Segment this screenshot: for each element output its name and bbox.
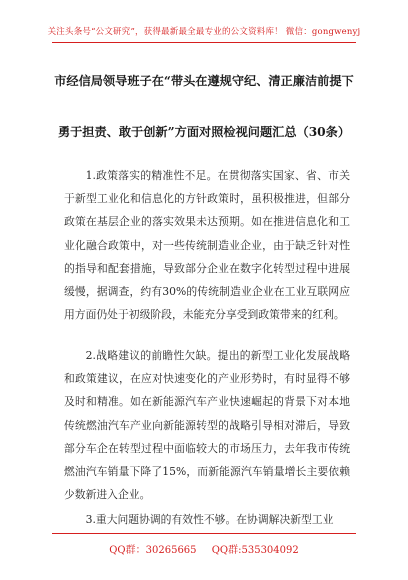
body-paragraph-3 [64,508,350,531]
body-paragraph-1 [64,164,350,326]
paragraph-text: 1.政策落实的精准性不足。在贯彻落实国家、省、市关于新型工业化和信息化的方针政策时，虽积极推进，但部分政策在基层企业的落实效果未达预期。如在推进信息化和工业化融合政策中，对一些传统制造业企业，由于缺乏针对性的指导和配套措施，导致部分企业在数字化转型过程中进展缓慢，据调查，约有30%的传统制造业企业在工业互联网应用方面仍处于初级阶段，未能充分享受到政策带来的红利。 [64,169,350,322]
top-banner: 关注头条号“公文研究”，获得最新最全最专业的公文资料库！ 微信：gongwenyj [47,27,361,37]
bottom-divider [52,533,356,534]
top-divider [52,42,356,43]
document-title-line-1: 市经信局领导班子在“带头在遵规守纪、清正廉洁前提下 [54,74,354,88]
paragraph-text: 3.重大问题协调的有效性不够。在协调解决新型工业 [85,513,334,526]
body-paragraph-2 [64,344,350,506]
paragraph-text: 2.战略建议的前瞻性欠缺。提出的新型工业化发展战略和政策建议，在应对快速变化的产业形势时，有时显得不够及时和精准。如在新能源汽车产业快速崛起的背景下对本地传统燃油汽车产业向新能源转型的战略引导相对滞后，导致部分车企在转型过程中面临较大的市场压力，去年我市传统燃油汽车销量下降了15%，而新能源汽车销量增长主要依赖少数新进入企业。 [64,349,350,502]
footer-qq-group-1: QQ群：30265665 [109,545,197,556]
footer [0,541,408,556]
document-title-line-2: 勇于担责、敢于创新”方面对照检视问题汇总（30条） [57,125,351,139]
footer-qq-group-2: QQ群:535304092 [211,545,299,556]
